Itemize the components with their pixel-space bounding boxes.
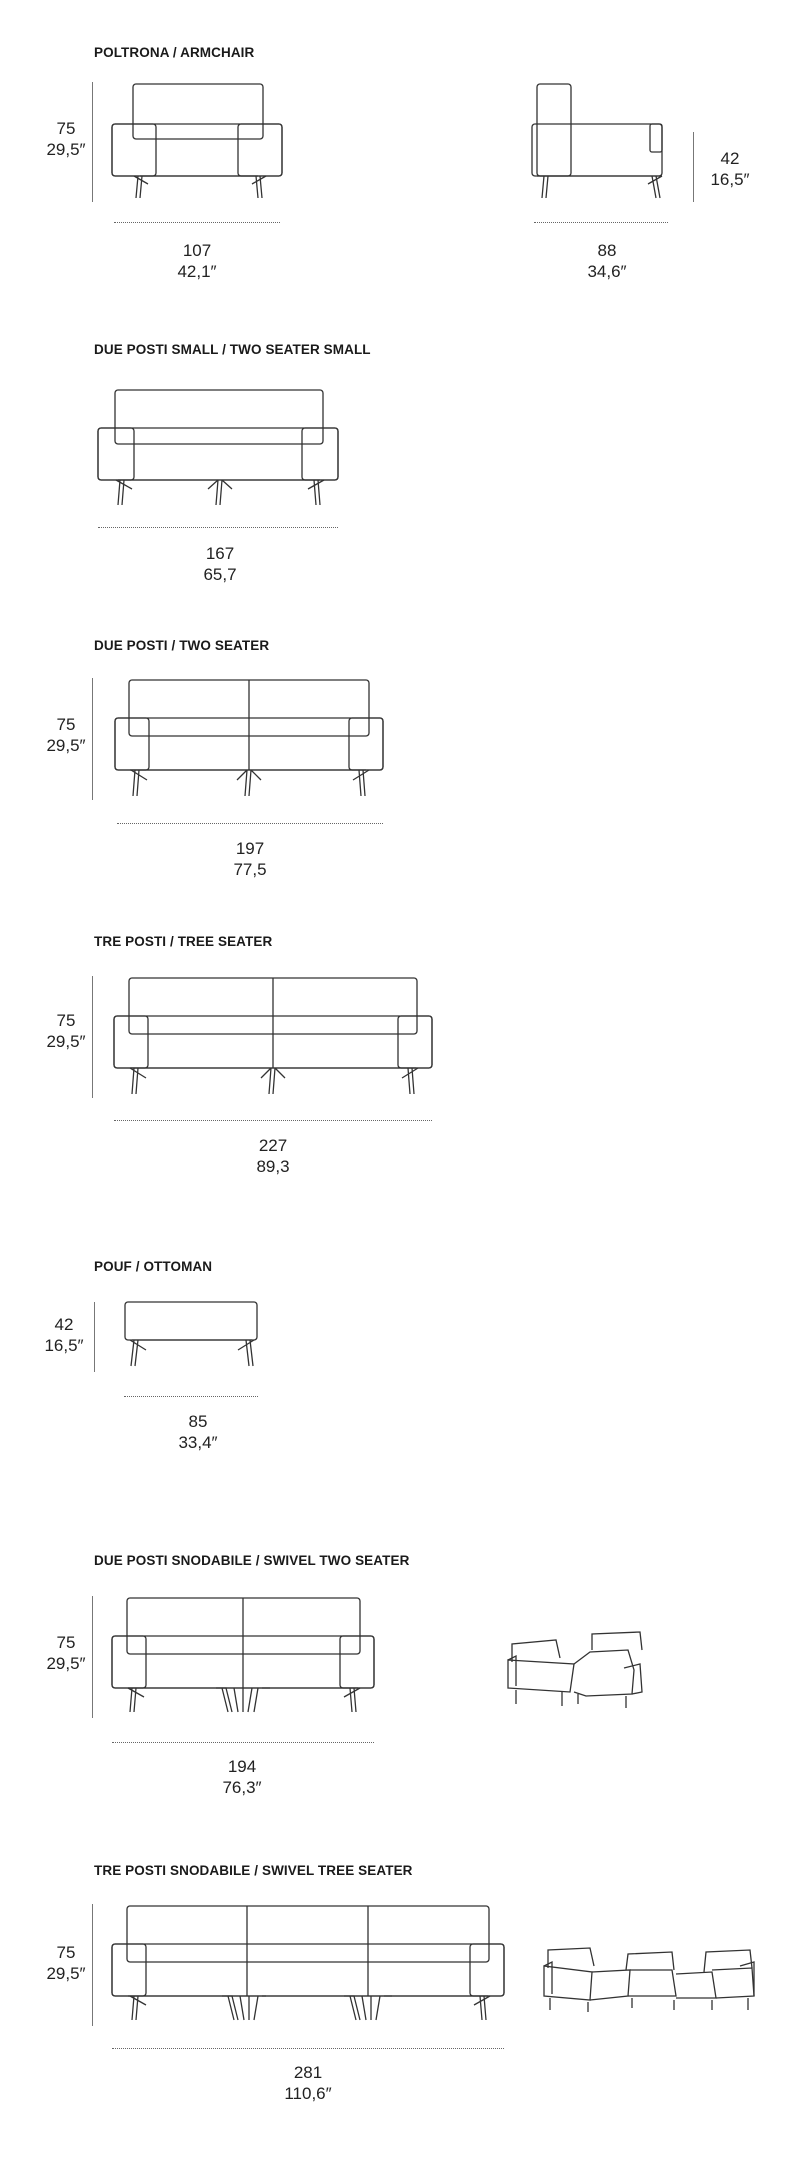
swivel-two-seater-width-label: 194 76,3″ [222,1757,262,1797]
three-seater-height-label: 75 29,5″ [46,1011,86,1051]
swivel-three-seater-height-label: 75 29,5″ [46,1943,86,1983]
section-title-swivel-two-seater: DUE POSTI SNODABILE / SWIVEL TWO SEATER [94,1553,410,1568]
two-seater-small-width-label: 167 65,7 [203,544,237,584]
section-title-two-seater: DUE POSTI / TWO SEATER [94,638,270,653]
ottoman-height-label: 42 16,5″ [44,1315,84,1355]
section-title-two-seater-small: DUE POSTI SMALL / TWO SEATER SMALL [94,342,371,357]
armchair-side-height-label: 42 16,5″ [710,149,750,189]
two-seater-height-label: 75 29,5″ [46,715,86,755]
two-seater-width-label: 197 77,5 [233,839,267,879]
armchair-height-label: 75 29,5″ [46,119,86,159]
three-seater-width-label: 227 89,3 [256,1136,290,1176]
armchair-depth-label: 88 34,6″ [587,241,627,281]
section-title-swivel-three-seater: TRE POSTI SNODABILE / SWIVEL TREE SEATER [94,1863,413,1878]
section-title-ottoman: POUF / OTTOMAN [94,1259,213,1274]
swivel-two-seater-height-label: 75 29,5″ [46,1633,86,1673]
section-title-armchair: POLTRONA / ARMCHAIR [94,45,255,60]
armchair-width-label: 107 42,1″ [177,241,217,281]
section-title-three-seater: TRE POSTI / TREE SEATER [94,934,273,949]
ottoman-width-label: 85 33,4″ [178,1412,218,1452]
swivel-three-seater-width-label: 281 110,6″ [284,2063,332,2103]
